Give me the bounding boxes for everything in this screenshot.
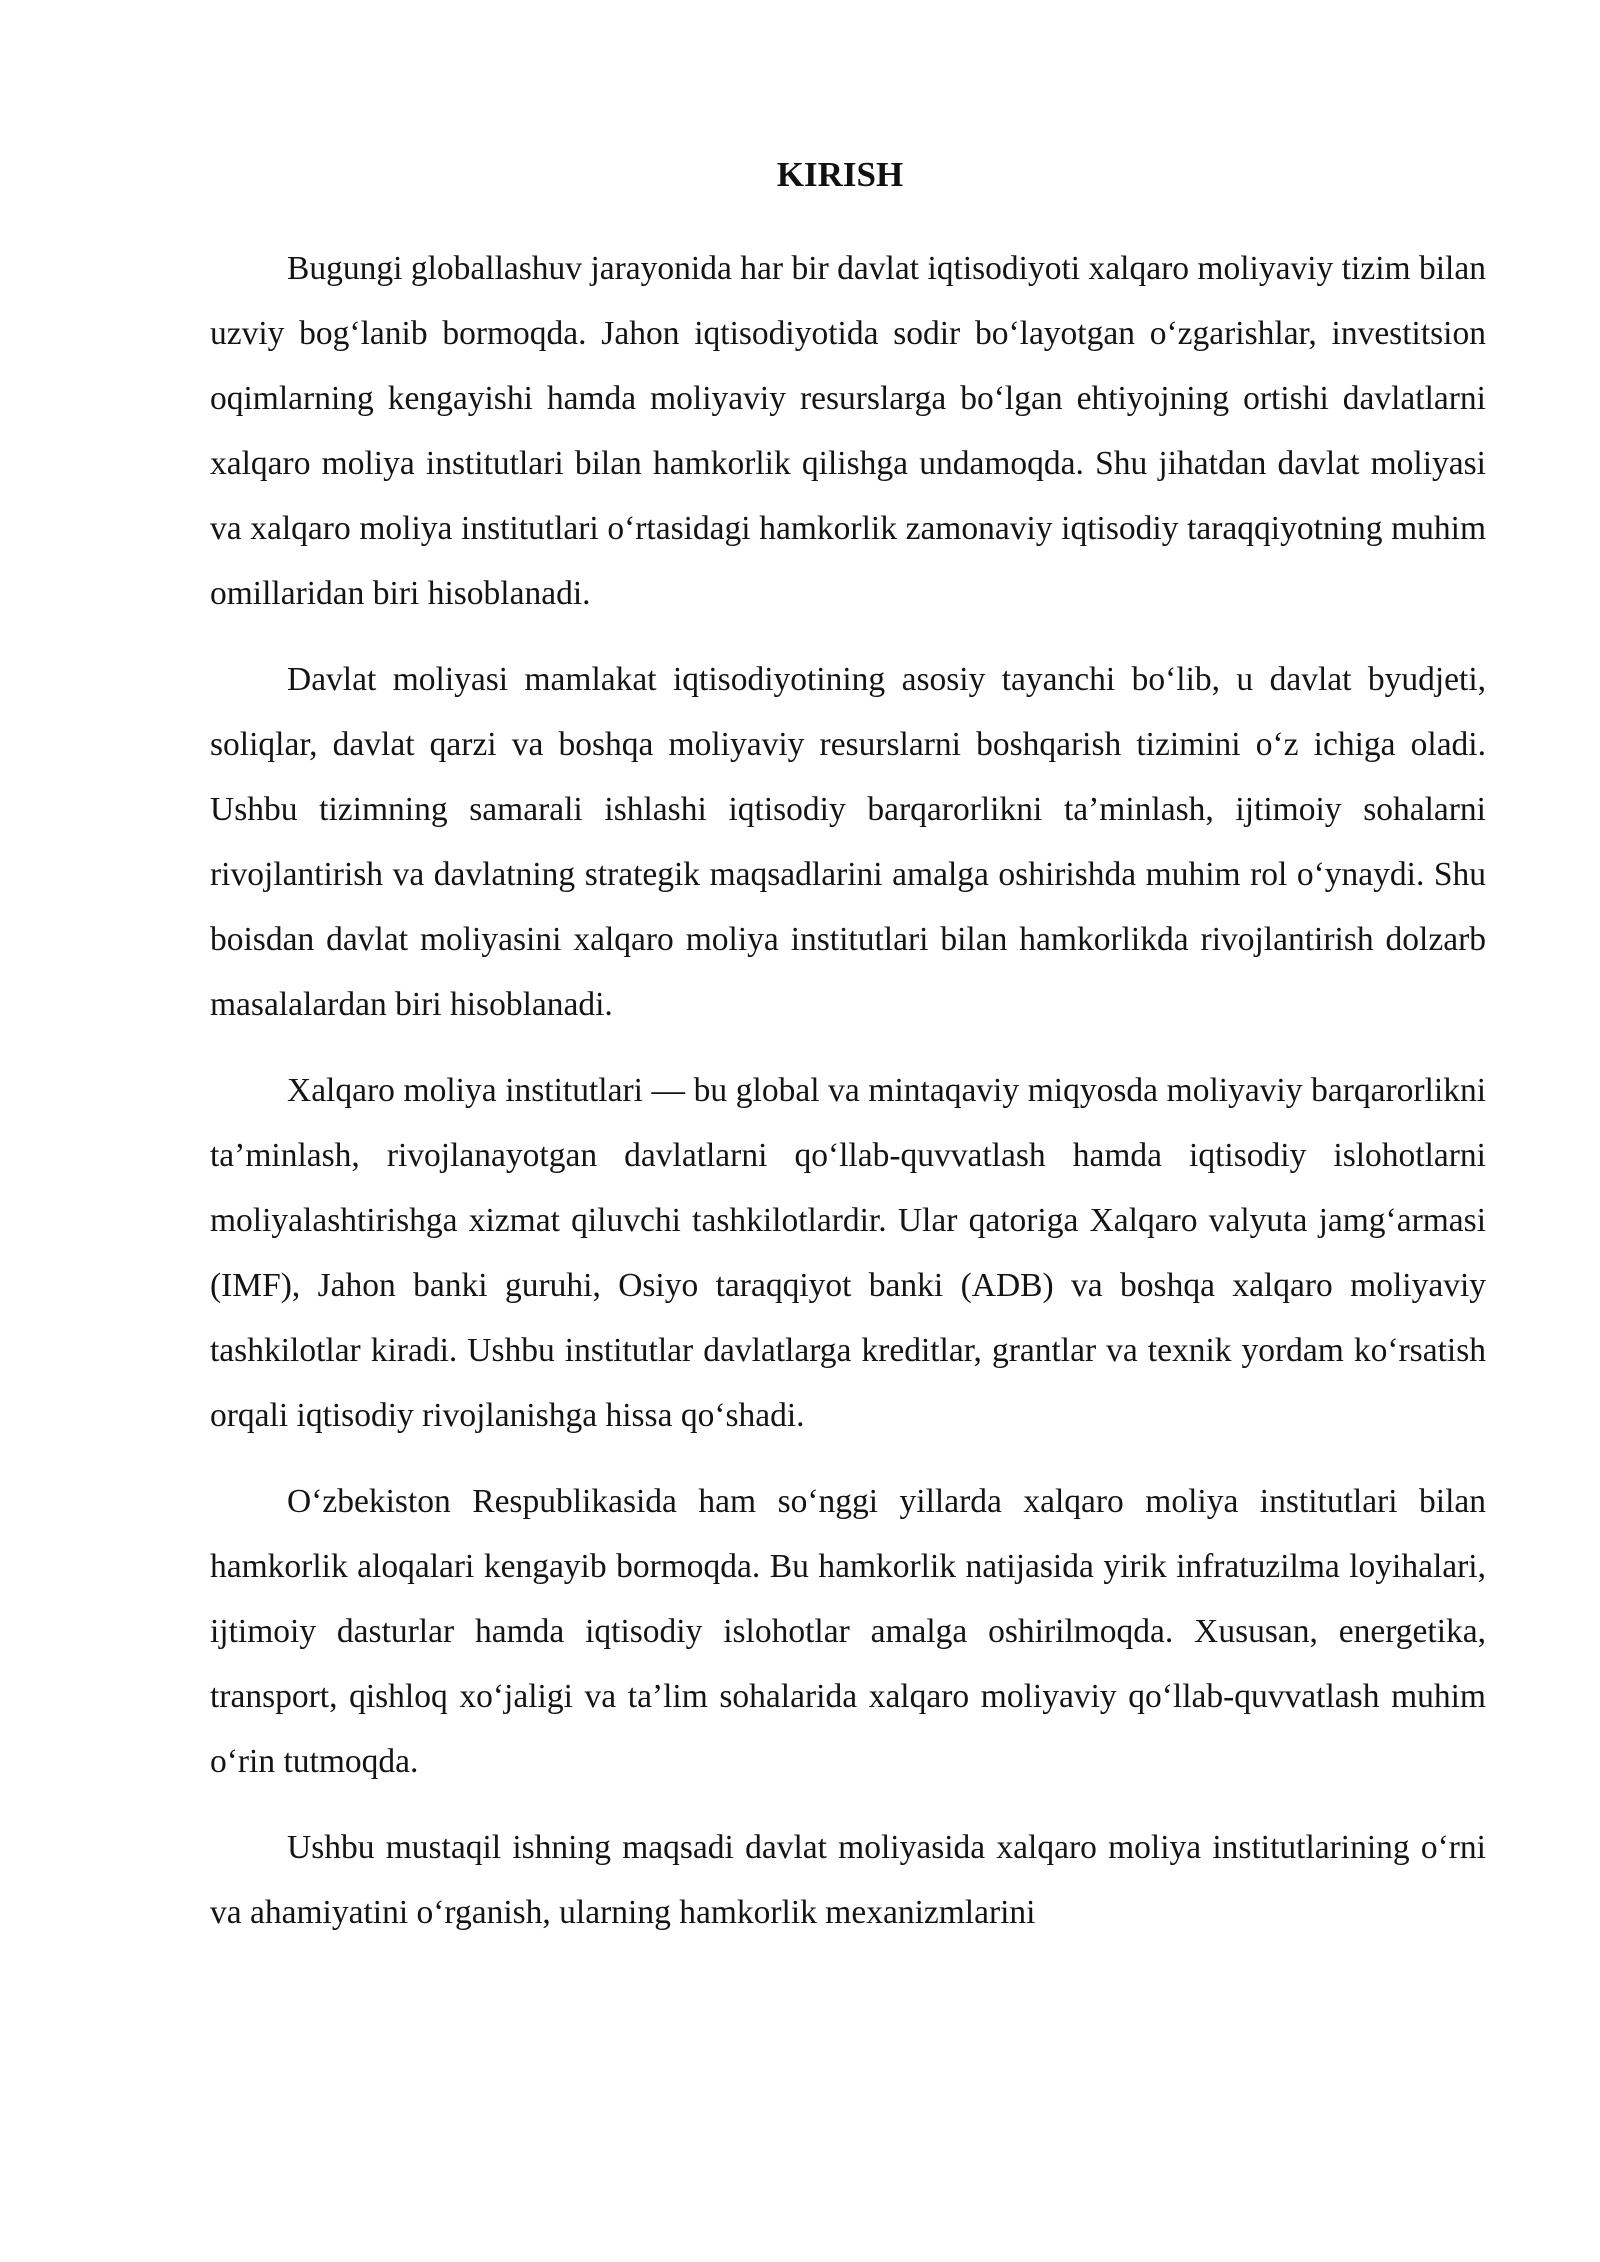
paragraph-4: O‘zbekiston Respublikasida ham so‘nggi yillarda xalqaro moliya institutlari bilan hamkorlik aloqalari kengayib bormoqda. Bu hamkorlik natijasida yirik infratuzilma loyihalari, ijtimoiy dasturlar hamda iqtisodiy islohotlar amalga oshirilmoqda. Xususan, energetika, transport, qishloq xo‘jaligi va ta’lim sohalarida xalqaro moliyaviy qo‘llab-quvvatlash muhim o‘rin tutmoqda.: [210, 1483, 1486, 1780]
document-body: [210, 236, 1486, 1966]
paragraph-1: Bugungi globallashuv jarayonida har bir davlat iqtisodiyoti xalqaro moliyaviy tizim bilan uzviy bog‘lanib bormoqda. Jahon iqtisodiyotida sodir bo‘layotgan o‘zgarishlar, investitsion oqimlarning kengayishi hamda moliyaviy resurslarga bo‘lgan ehtiyojning ortishi davlatlarni xalqaro moliya institutlari bilan hamkorlik qilishga undamoqda. Shu jihatdan davlat moliyasi va xalqaro moliya institutlari o‘rtasidagi hamkorlik zamonaviy iqtisodiy taraqqiyotning muhim omillaridan biri hisoblanadi.: [210, 250, 1486, 612]
paragraph-5: Ushbu mustaqil ishning maqsadi davlat moliyasida xalqaro moliya institutlarining o‘rni va ahamiyatini o‘rganish, ularning hamkorlik mexanizmlarini: [210, 1829, 1486, 1931]
document-title: KIRISH: [776, 155, 904, 194]
paragraph-3: Xalqaro moliya institutlari — bu global va mintaqaviy miqyosda moliyaviy barqarorlikni ta’minlash, rivojlanayotgan davlatlarni qo‘llab-quvvatlash hamda iqtisodiy islohotlarni moliyalashtirishga xizmat qiluvchi tashkilotlardir. Ular qatoriga Xalqaro valyuta jamg‘armasi (IMF), Jahon banki guruhi, Osiyo taraqqiyot banki (ADB) va boshqa xalqaro moliyaviy tashkilotlar kiradi. Ushbu institutlar davlatlarga kreditlar, grantlar va texnik yordam ko‘rsatish orqali iqtisodiy rivojlanishga hissa qo‘shadi.: [210, 1072, 1486, 1434]
paragraph-2: Davlat moliyasi mamlakat iqtisodiyotining asosiy tayanchi bo‘lib, u davlat byudjeti, soliqlar, davlat qarzi va boshqa moliyaviy resurslarni boshqarish tizimini o‘z ichiga oladi. Ushbu tizimning samarali ishlashi iqtisodiy barqarorlikni ta’minlash, ijtimoiy sohalarni rivojlantirish va davlatning strategik maqsadlarini amalga oshirishda muhim rol o‘ynaydi. Shu boisdan davlat moliyasini xalqaro moliya institutlari bilan hamkorlikda rivojlantirish dolzarb masalalardan biri hisoblanadi.: [210, 661, 1486, 1023]
